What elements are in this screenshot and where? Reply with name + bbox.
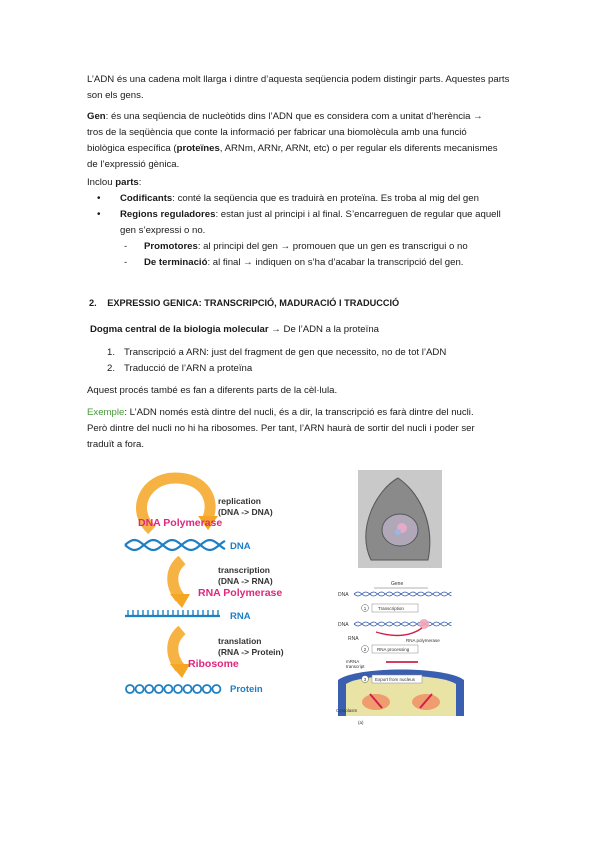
exemple-line1: : L’ADN només està dintre del nucli, és a dir, la transcripció es farà dintre del nucli.: [124, 407, 474, 418]
terminacio-term: De terminació: [144, 257, 208, 268]
transcript-label: transcript: [346, 664, 365, 669]
promotores-text: : al principi del gen → promouen que un gen es transcrigui o no: [197, 241, 468, 252]
rna-polymerase-label: RNA Polymerase: [198, 587, 283, 599]
parts-lead-colon: :: [138, 177, 142, 188]
gene-label: Gene: [391, 581, 404, 587]
rna-polymerase-label-right: RNA polymerase: [406, 638, 440, 643]
dna-polymerase-label: DNA Polymerase: [138, 517, 223, 529]
protein-chain: [126, 685, 220, 693]
gen-line2: tros de la seqüència que conte la informació per fabricar una biomolècula amb una funció: [87, 127, 467, 138]
step1-number: 1: [363, 606, 367, 611]
codificants-term: Codificants: [120, 193, 173, 204]
dna-helix: [125, 540, 225, 550]
transcription-arrow: [173, 560, 182, 598]
amino-acid-bead: [203, 685, 211, 693]
gen-line1: : és una seqüencia de nucleòtids dins l’ADN que es considera com a unitat d’herència →: [105, 111, 483, 122]
reguladores-term: Regions reguladores: [120, 209, 216, 220]
transcription-arrowhead: [170, 594, 190, 608]
intro-text: L’ADN és una cadena molt llarga i dintre d’aquesta seqüencia podem distingir parts. Aquestes parts son els gens.: [87, 74, 510, 101]
gen-line3c: , ARNm, ARNr, ARNt, etc) o per regular els diferents mecanismes: [219, 143, 498, 154]
amino-acid-bead: [184, 685, 192, 693]
reguladores-text2: gen s’expressi o no.: [120, 225, 206, 236]
exemple-paragraph: [87, 405, 527, 453]
dna-label: DNA: [230, 541, 251, 552]
amino-acid-bead: [164, 685, 172, 693]
section-heading: [89, 298, 529, 308]
dna2-label: DNA: [338, 622, 349, 628]
transcription-box-label: Transcription: [378, 606, 404, 611]
replication-label: replication: [218, 496, 261, 506]
terminacio-text: : al final → indiquen on s’ha d’acabar la transcripció del gen.: [207, 257, 464, 268]
step-text: Traducció de l’ARN a proteïna: [124, 363, 253, 374]
rna-label: RNA: [230, 611, 251, 622]
section-number: 2.: [89, 298, 97, 308]
dna-row-2: [354, 622, 452, 626]
translation-label: translation: [218, 636, 262, 646]
exemple-line3: traduït a fora.: [87, 439, 145, 450]
amino-acid-bead: [212, 685, 220, 693]
panel-label: (a): [358, 720, 364, 725]
cell-parts-text: Aquest procés també es fan a diferents parts de la cèl·lula.: [87, 385, 338, 396]
amino-acid-bead: [193, 685, 201, 693]
amino-acid-bead: [174, 685, 182, 693]
amino-acid-bead: [155, 685, 163, 693]
dna-row-1: [354, 592, 452, 596]
translation-arrowhead: [170, 664, 190, 678]
exemple-line2: Però dintre del nucli no hi ha ribosomes. Per tant, l’ARN haurà de sortir del nucli i poder ser: [87, 423, 475, 434]
dash-mark: -: [124, 241, 128, 252]
gen-line3a: biològica específica (: [87, 143, 177, 154]
cytoplasm-label: Cytoplasm: [336, 708, 358, 713]
reguladores-text1: : estan just al principi i al final. S’encarreguen de regular que aquell: [215, 209, 501, 220]
transcription-label: transcription: [218, 565, 270, 575]
step-text: Transcripció a ARN: just del fragment de gen que necessito, no de tot l’ADN: [124, 347, 447, 358]
translation-sub: (RNA -> Protein): [218, 647, 284, 657]
dogma-text: → De l’ADN a la proteïna: [268, 324, 379, 335]
gen-paragraph: [87, 109, 527, 173]
rna-processing-label: RNA processing: [377, 647, 410, 652]
rna-strand: [125, 610, 220, 616]
promotores-term: Promotores: [144, 241, 198, 252]
step2-number: 2: [363, 647, 367, 652]
bullet-dot: •: [97, 193, 101, 204]
central-dogma-figure: [120, 470, 325, 710]
mrna-label: mRNA: [346, 659, 360, 664]
bullet-reguladores: [97, 207, 527, 239]
gen-line4: de l’expressió gènica.: [87, 159, 180, 170]
dogma-line: [90, 322, 530, 338]
step-number: 2.: [107, 363, 116, 374]
step-number: 1.: [107, 347, 116, 358]
ribosome-label: Ribosome: [188, 658, 239, 670]
intro-paragraph: [87, 72, 527, 104]
parts-lead: [87, 175, 527, 191]
cell-parts-paragraph: [87, 383, 527, 399]
rna-polymerase-blob: [419, 619, 429, 629]
export-label: Export from nucleus: [375, 677, 416, 682]
amino-acid-bead: [126, 685, 134, 693]
gen-term: Gen: [87, 111, 106, 122]
codificants-text: : conté la seqüencia que es traduirà en proteïna. Es troba al mig del gen: [172, 193, 479, 204]
rna-label-right: RNA: [348, 636, 359, 642]
cell-transcription-figure: [336, 470, 466, 726]
amino-acid-bead: [145, 685, 153, 693]
parts-lead-text: Inclou: [87, 177, 116, 188]
replication-sub: (DNA -> DNA): [218, 507, 273, 517]
dash-mark: -: [124, 257, 128, 268]
gen-proteines: proteïnes: [176, 143, 220, 154]
rna-transcript-curve: [376, 628, 422, 635]
dogma-term: Dogma central de la biologia molecular: [90, 324, 269, 335]
amino-acid-bead: [136, 685, 144, 693]
exemple-label: Exemple: [87, 407, 125, 418]
bullet-dot: •: [97, 209, 101, 220]
step3-number: 3: [363, 677, 367, 682]
protein-label: Protein: [230, 684, 263, 695]
section-title: EXPRESSIO GENICA: TRANSCRIPCIÓ, MADURACIÓ I TRADUCCIÓ: [107, 298, 400, 308]
transcription-sub: (DNA -> RNA): [218, 576, 273, 586]
translation-arrow: [173, 630, 182, 668]
dna1-label: DNA: [338, 592, 349, 598]
parts-lead-bold: parts: [115, 177, 139, 188]
